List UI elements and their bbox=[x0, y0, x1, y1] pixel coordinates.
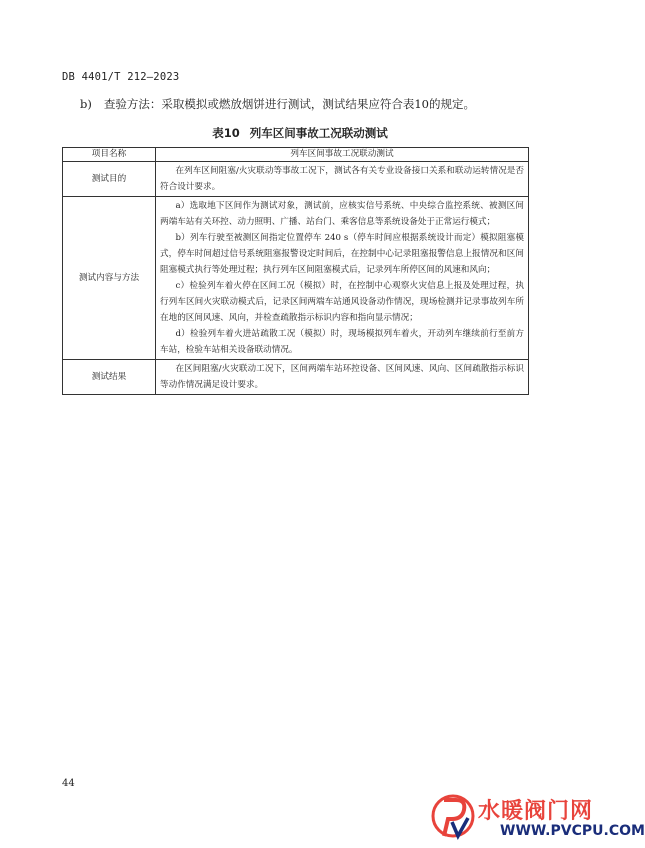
row-paragraph: 在区间阻塞/火灾联动工况下，区间两端车站环控设备、区间风速、风向、区间疏散指示标识等动作情况满足设计要求。 bbox=[160, 364, 524, 390]
header-test-name: 列车区间事故工况联动测试 bbox=[156, 148, 529, 162]
table-title bbox=[0, 125, 600, 141]
list-marker: b) bbox=[80, 97, 92, 111]
pv-logo-icon bbox=[430, 792, 476, 844]
table-row bbox=[63, 162, 529, 197]
document-code: DB 4401/T 212—2023 bbox=[62, 71, 180, 83]
row-paragraph: a）选取地下区间作为测试对象，测试前，应核实信号系统、中央综合监控系统、被测区间两端车站有关环控、动力照明、广播、站台门、乘客信息等系统设备处于正常运行模式； bbox=[160, 201, 524, 227]
table-row bbox=[63, 360, 529, 395]
table-row bbox=[63, 197, 529, 360]
watermark-brand: 水暖阀门网 bbox=[478, 799, 594, 824]
row-content bbox=[156, 162, 529, 197]
row-paragraph: 在列车区间阻塞/火灾联动等事故工况下，测试各有关专业设备接口关系和联动运转情况是否符合设计要求。 bbox=[160, 166, 524, 192]
page-number: 44 bbox=[62, 778, 75, 789]
test-table bbox=[62, 147, 529, 395]
row-label: 测试内容与方法 bbox=[63, 197, 156, 360]
intro-text: 查验方法：采取模拟或燃放烟饼进行测试，测试结果应符合表10的规定。 bbox=[103, 97, 475, 111]
table-header-row bbox=[63, 148, 529, 162]
table-number: 表10 bbox=[212, 126, 240, 140]
header-item-name: 项目名称 bbox=[63, 148, 156, 162]
watermark-url: WWW.PVCPU.COM bbox=[500, 823, 645, 839]
row-content bbox=[156, 360, 529, 395]
intro-paragraph bbox=[80, 96, 475, 112]
row-label: 测试结果 bbox=[63, 360, 156, 395]
row-label: 测试目的 bbox=[63, 162, 156, 197]
row-content bbox=[156, 197, 529, 360]
table-title-text: 列车区间事故工况联动测试 bbox=[249, 126, 388, 140]
watermark bbox=[430, 790, 645, 848]
row-paragraph: d）检验列车着火进站疏散工况（模拟）时，现场模拟列车着火，开动列车继续前行至前方车站，检验车站相关设备联动情况。 bbox=[160, 329, 524, 355]
row-paragraph: c）检验列车着火停在区间工况（模拟）时，在控制中心观察火灾信息上报及处理过程，执行列车区间火灾联动模式后，记录区间两端车站通风设备动作情况，现场检测并记录事故列车所在地的区间风速、风向，并检查疏散指示标识内容和指向显示情况； bbox=[160, 281, 524, 323]
row-paragraph: b）列车行驶至被测区间指定位置停车 240 s（停车时间应根据系统设计而定）模拟阻塞模式，停车时间超过信号系统阻塞报警设定时间后，在控制中心记录阻塞报警信息上报情况和区间阻塞模式执行等处理过程；执行列车区间阻塞模式后，记录列车所停区间的风速和风向； bbox=[160, 233, 524, 275]
